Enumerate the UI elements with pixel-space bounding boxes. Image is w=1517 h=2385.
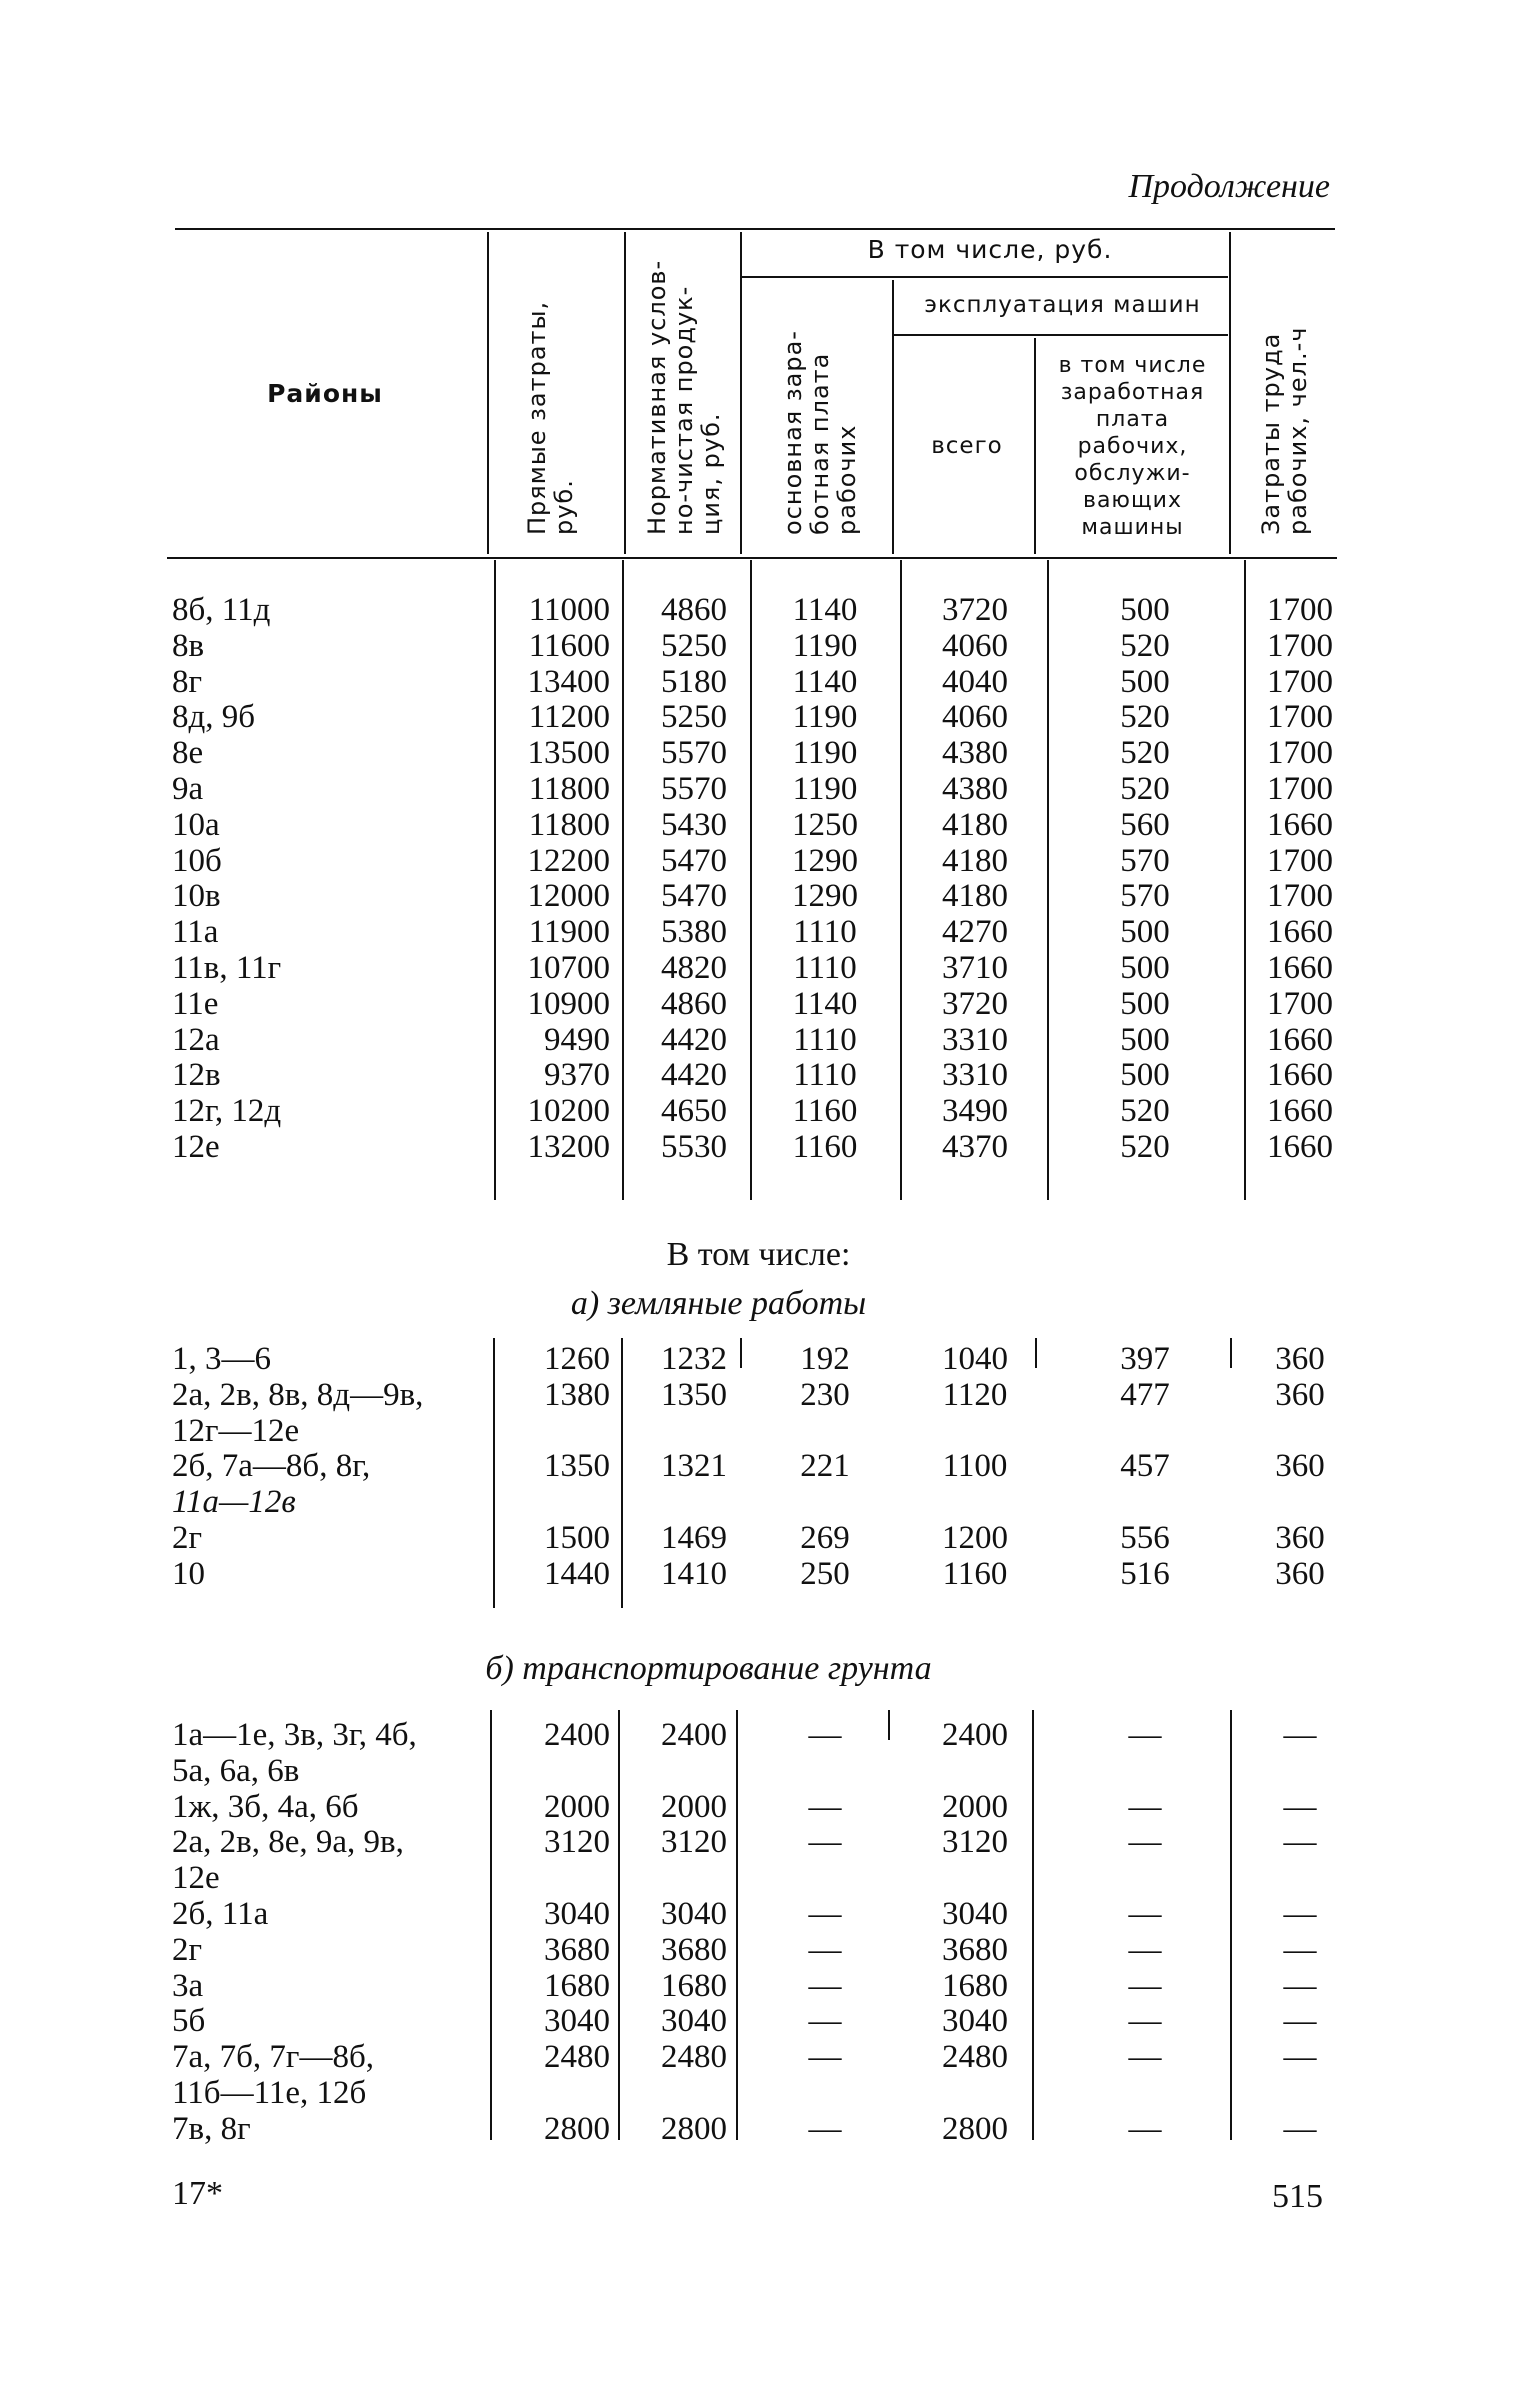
value-cell: 1660 (1267, 914, 1333, 951)
value-cell: 230 (800, 1376, 850, 1413)
region-cell: 12а (172, 1021, 220, 1058)
value-cell: 3120 (544, 1824, 610, 1861)
value-cell: 11900 (528, 914, 610, 951)
value-cell: 3310 (942, 1021, 1008, 1058)
value-cell: 360 (1275, 1448, 1325, 1485)
header-total: всего (931, 433, 1003, 459)
value-cell: 1660 (1267, 1129, 1333, 1165)
table-row (0, 1520, 1517, 1556)
value-cell: — (1128, 1967, 1162, 2004)
value-cell: — (1283, 1931, 1317, 1968)
value-cell: 1700 (1267, 985, 1333, 1022)
value-cell: — (1128, 1931, 1162, 1968)
region-cell: 12в (172, 1057, 221, 1094)
region-cell: 12е (172, 1860, 220, 1897)
region-cell: 12г—12е (172, 1412, 300, 1449)
value-cell: 1700 (1267, 771, 1333, 807)
table-row (0, 878, 1517, 914)
table-row (0, 1968, 1517, 2004)
value-cell: 9370 (544, 1057, 610, 1094)
table-row (0, 1789, 1517, 1825)
value-cell: 1440 (544, 1555, 610, 1592)
region-cell: 2б, 11а (172, 1896, 269, 1932)
value-cell: 5430 (661, 806, 727, 843)
table-row (0, 914, 1517, 950)
value-cell: 1160 (942, 1555, 1008, 1592)
value-cell: 3680 (661, 1931, 727, 1968)
value-cell: 1190 (792, 771, 858, 807)
value-cell: 4270 (942, 914, 1008, 951)
value-cell: 5250 (661, 699, 727, 736)
value-cell: 1700 (1267, 878, 1333, 915)
table-row (0, 664, 1517, 700)
table-row (0, 1932, 1517, 1968)
header-including-wage: в том числе заработная плата рабочих, обслужи-вающих машины (1058, 353, 1207, 540)
value-cell: 1110 (793, 1057, 857, 1094)
value-cell: 5470 (661, 878, 727, 915)
including-label: В том числе: (666, 1236, 851, 1273)
value-cell: 556 (1120, 1520, 1170, 1556)
region-cell: 10 (172, 1555, 205, 1592)
value-cell: 360 (1275, 1555, 1325, 1592)
value-cell: — (808, 1824, 842, 1861)
table-row (0, 1896, 1517, 1932)
header-divider-1 (487, 232, 489, 554)
table-row (0, 735, 1517, 771)
value-cell: 3680 (544, 1931, 610, 1968)
header-direct-costs: Прямые затраты, руб. (523, 300, 578, 535)
table-row (0, 843, 1517, 879)
footer-marker: 17* (172, 2175, 223, 2212)
value-cell: 1110 (793, 914, 857, 951)
value-cell: 1190 (792, 699, 858, 736)
value-cell: 397 (1120, 1341, 1170, 1377)
value-cell: 1120 (942, 1376, 1008, 1413)
value-cell: 1700 (1267, 592, 1333, 628)
table-row (0, 1448, 1517, 1484)
value-cell: 4860 (661, 985, 727, 1022)
value-cell: 1200 (942, 1520, 1008, 1556)
value-cell: — (1283, 2003, 1317, 2040)
value-cell: 520 (1120, 771, 1170, 807)
value-cell: 1660 (1267, 1093, 1333, 1130)
table-row (0, 1717, 1517, 1753)
region-cell: 10б (172, 842, 222, 879)
table-row (0, 2003, 1517, 2039)
value-cell: 500 (1120, 985, 1170, 1022)
value-cell: 500 (1120, 914, 1170, 951)
value-cell: 500 (1120, 663, 1170, 700)
value-cell: 3720 (942, 985, 1008, 1022)
region-cell: 10а (172, 806, 220, 843)
value-cell: 11200 (528, 699, 610, 736)
header-including-rub: В том числе, руб. (867, 235, 1113, 264)
region-cell: 2б, 7а—8б, 8г, (172, 1448, 371, 1485)
value-cell: 1660 (1267, 950, 1333, 986)
value-cell: — (808, 1896, 842, 1932)
value-cell: 5570 (661, 735, 727, 772)
value-cell: 13500 (527, 735, 610, 772)
value-cell: 2480 (942, 2039, 1008, 2076)
region-cell: 7а, 7б, 7г—8б, (172, 2039, 375, 2076)
region-cell: 1а—1е, 3в, 3г, 4б, (172, 1717, 417, 1753)
value-cell: 2800 (661, 2110, 727, 2147)
value-cell: 12000 (527, 878, 610, 915)
table-row (0, 628, 1517, 664)
region-cell: 11е (172, 985, 219, 1022)
value-cell: 2000 (661, 1788, 727, 1825)
value-cell: — (808, 1788, 842, 1825)
value-cell: 4420 (661, 1021, 727, 1058)
value-cell: — (1283, 1896, 1317, 1932)
value-cell: 1160 (792, 1093, 858, 1130)
value-cell: — (808, 2110, 842, 2147)
value-cell: 269 (800, 1520, 850, 1556)
region-cell: 1, 3—6 (172, 1341, 271, 1377)
value-cell: — (1128, 1717, 1162, 1753)
value-cell: 1040 (942, 1341, 1008, 1377)
region-cell: 11б—11е, 12б (172, 2075, 367, 2111)
value-cell: 5180 (661, 663, 727, 700)
value-cell: 5570 (661, 771, 727, 807)
region-cell: 2а, 2в, 8в, 8д—9в, (172, 1376, 424, 1413)
value-cell: 3120 (661, 1824, 727, 1861)
value-cell: 3310 (942, 1057, 1008, 1094)
value-cell: 520 (1120, 699, 1170, 736)
header-main-wage: основная зара-ботная плата рабочих (779, 330, 861, 535)
value-cell: 4060 (942, 699, 1008, 736)
table-row (0, 1413, 1517, 1449)
value-cell: 9490 (544, 1021, 610, 1058)
region-cell: 7в, 8г (172, 2110, 251, 2147)
value-cell: — (1283, 1824, 1317, 1861)
value-cell: — (1283, 2039, 1317, 2076)
value-cell: 520 (1120, 735, 1170, 772)
value-cell: 1110 (793, 950, 857, 986)
header-divider-5 (1034, 338, 1036, 554)
value-cell: 570 (1120, 842, 1170, 879)
table-row (0, 1860, 1517, 1896)
table-row (0, 1377, 1517, 1413)
value-cell: — (1128, 2039, 1162, 2076)
table-row (0, 807, 1517, 843)
region-cell: 12г, 12д (172, 1093, 282, 1130)
value-cell: 1321 (661, 1448, 727, 1485)
value-cell: 13400 (527, 663, 610, 700)
table-row (0, 950, 1517, 986)
table-row (0, 2111, 1517, 2147)
header-bottom-rule (167, 557, 1337, 559)
value-cell: 520 (1120, 1129, 1170, 1165)
value-cell: 2480 (661, 2039, 727, 2076)
table-row (0, 2039, 1517, 2075)
value-cell: 360 (1275, 1376, 1325, 1413)
value-cell: 4060 (942, 627, 1008, 664)
value-cell: 3120 (942, 1824, 1008, 1861)
value-cell: 3040 (661, 1896, 727, 1932)
value-cell: 4040 (942, 663, 1008, 700)
value-cell: 360 (1275, 1341, 1325, 1377)
region-cell: 8д, 9б (172, 699, 256, 736)
value-cell: 13200 (527, 1129, 610, 1165)
value-cell: 4650 (661, 1093, 727, 1130)
value-cell: 250 (800, 1555, 850, 1592)
header-normative-product: Нормативная услов-но-чистая продук-ция, руб. (643, 259, 725, 535)
value-cell: 4370 (942, 1129, 1008, 1165)
value-cell: 1350 (661, 1376, 727, 1413)
value-cell: 2800 (544, 2110, 610, 2147)
value-cell: — (1283, 2110, 1317, 2147)
value-cell: 1500 (544, 1520, 610, 1556)
value-cell: 4420 (661, 1057, 727, 1094)
value-cell: 2480 (544, 2039, 610, 2076)
value-cell: 5380 (661, 914, 727, 951)
value-cell: 477 (1120, 1376, 1170, 1413)
value-cell: 1700 (1267, 627, 1333, 664)
value-cell: 4380 (942, 771, 1008, 807)
table-row (0, 1341, 1517, 1377)
value-cell: 1469 (661, 1520, 727, 1556)
value-cell: 3490 (942, 1093, 1008, 1130)
value-cell: 1140 (792, 663, 858, 700)
value-cell: 192 (800, 1341, 850, 1377)
value-cell: 2800 (942, 2110, 1008, 2147)
value-cell: 1160 (792, 1129, 858, 1165)
value-cell: 1700 (1267, 735, 1333, 772)
region-cell: 8г (172, 663, 203, 700)
value-cell: — (1283, 1967, 1317, 2004)
value-cell: 1700 (1267, 699, 1333, 736)
value-cell: 221 (800, 1448, 850, 1485)
region-cell: 10в (172, 878, 221, 915)
value-cell: 10900 (527, 985, 610, 1022)
value-cell: 1190 (792, 735, 858, 772)
value-cell: 4180 (942, 806, 1008, 843)
value-cell: 4380 (942, 735, 1008, 772)
value-cell: 1350 (544, 1448, 610, 1485)
value-cell: 3040 (544, 1896, 610, 1932)
value-cell: 11800 (528, 806, 610, 843)
value-cell: 3680 (942, 1931, 1008, 1968)
region-cell: 8б, 11д (172, 592, 271, 628)
value-cell: 1680 (544, 1967, 610, 2004)
region-cell: 1ж, 3б, 4а, 6б (172, 1788, 359, 1825)
table-row (0, 699, 1517, 735)
header-divider-4 (892, 280, 894, 554)
value-cell: 1700 (1267, 842, 1333, 879)
value-cell: 11000 (528, 592, 610, 628)
value-cell: — (808, 2003, 842, 2040)
section-a-title: а) земляные работы (570, 1285, 867, 1322)
value-cell: 1700 (1267, 663, 1333, 700)
table-row (0, 1022, 1517, 1058)
value-cell: 1410 (661, 1555, 727, 1592)
value-cell: 1140 (792, 592, 858, 628)
value-cell: — (1283, 1788, 1317, 1825)
value-cell: 500 (1120, 1057, 1170, 1094)
table-row (0, 771, 1517, 807)
region-cell: 9а (172, 771, 204, 807)
value-cell: — (1128, 2110, 1162, 2147)
value-cell: — (1128, 1788, 1162, 1825)
table-row (0, 1057, 1517, 1093)
value-cell: 1250 (792, 806, 858, 843)
table-row (0, 986, 1517, 1022)
value-cell: — (808, 2039, 842, 2076)
machine-underline (892, 334, 1228, 336)
including-underline (742, 276, 1228, 278)
region-cell: 12е (172, 1129, 220, 1165)
region-cell: 2а, 2в, 8е, 9а, 9в, (172, 1824, 404, 1861)
value-cell: 2000 (942, 1788, 1008, 1825)
value-cell: 2400 (544, 1717, 610, 1753)
value-cell: — (808, 1967, 842, 2004)
header-machine-operation: эксплуатация машин (924, 292, 1201, 318)
value-cell: 3710 (942, 950, 1008, 986)
value-cell: 1290 (792, 842, 858, 879)
region-cell: 11а—12в (172, 1484, 296, 1521)
value-cell: 1290 (792, 878, 858, 915)
value-cell: 3040 (544, 2003, 610, 2040)
value-cell: 2000 (544, 1788, 610, 1825)
region-cell: 5б (172, 2003, 206, 2040)
value-cell: 500 (1120, 950, 1170, 986)
value-cell: 3040 (942, 1896, 1008, 1932)
value-cell: 2400 (661, 1717, 727, 1753)
region-cell: 8е (172, 735, 204, 772)
value-cell: — (1283, 1717, 1317, 1753)
value-cell: — (1128, 2003, 1162, 2040)
value-cell: 1260 (544, 1341, 610, 1377)
table-row (0, 1753, 1517, 1789)
value-cell: 1660 (1267, 1021, 1333, 1058)
header-top-rule (175, 228, 1335, 230)
value-cell: 3720 (942, 592, 1008, 628)
header-labor-costs: Затраты труда рабочих, чел.-ч (1257, 326, 1312, 535)
value-cell: 520 (1120, 1093, 1170, 1130)
table-row (0, 1129, 1517, 1165)
value-cell: 10700 (527, 950, 610, 986)
value-cell: 2400 (942, 1717, 1008, 1753)
section-b-title: б) транспортирование грунта (485, 1650, 932, 1687)
value-cell: 3040 (942, 2003, 1008, 2040)
value-cell: 1100 (942, 1448, 1008, 1485)
value-cell: — (1128, 1896, 1162, 1932)
region-cell: 11в, 11г (172, 950, 282, 986)
region-cell: 2г (172, 1931, 203, 1968)
value-cell: — (808, 1717, 842, 1753)
value-cell: 5250 (661, 627, 727, 664)
value-cell: 360 (1275, 1520, 1325, 1556)
value-cell: 560 (1120, 806, 1170, 843)
value-cell: 1232 (661, 1341, 727, 1377)
value-cell: 1190 (792, 627, 858, 664)
table-row (0, 2075, 1517, 2111)
region-cell: 3а (172, 1967, 204, 2004)
value-cell: 520 (1120, 627, 1170, 664)
page-number: 515 (1272, 2178, 1323, 2215)
table-row (0, 592, 1517, 628)
table-row (0, 1093, 1517, 1129)
value-cell: 1660 (1267, 806, 1333, 843)
table-row (0, 1824, 1517, 1860)
region-cell: 5а, 6а, 6в (172, 1752, 300, 1789)
value-cell: 1140 (792, 985, 858, 1022)
value-cell: 457 (1120, 1448, 1170, 1485)
region-cell: 11а (172, 914, 219, 951)
region-cell: 2г (172, 1520, 203, 1556)
value-cell: 4820 (661, 950, 727, 986)
value-cell: 1660 (1267, 1057, 1333, 1094)
header-divider-6 (1229, 232, 1231, 554)
value-cell: 5470 (661, 842, 727, 879)
value-cell: 5530 (661, 1129, 727, 1165)
value-cell: 516 (1120, 1555, 1170, 1592)
table-row (0, 1556, 1517, 1592)
value-cell: 1680 (942, 1967, 1008, 2004)
header-divider-3 (740, 232, 742, 554)
header-divider-2 (624, 232, 626, 554)
value-cell: 4860 (661, 592, 727, 628)
header-regions: Районы (267, 379, 383, 408)
value-cell: 500 (1120, 592, 1170, 628)
value-cell: 500 (1120, 1021, 1170, 1058)
value-cell: 11800 (528, 771, 610, 807)
region-cell: 8в (172, 627, 205, 664)
value-cell: — (1128, 1824, 1162, 1861)
value-cell: 1110 (793, 1021, 857, 1058)
value-cell: 12200 (527, 842, 610, 879)
value-cell: 4180 (942, 842, 1008, 879)
value-cell: 3040 (661, 2003, 727, 2040)
table-row (0, 1484, 1517, 1520)
value-cell: 570 (1120, 878, 1170, 915)
continuation-label: Продолжение (1128, 168, 1330, 205)
value-cell: 1380 (544, 1376, 610, 1413)
value-cell: 11600 (528, 627, 610, 664)
value-cell: — (808, 1931, 842, 1968)
value-cell: 1680 (661, 1967, 727, 2004)
value-cell: 4180 (942, 878, 1008, 915)
value-cell: 10200 (527, 1093, 610, 1130)
